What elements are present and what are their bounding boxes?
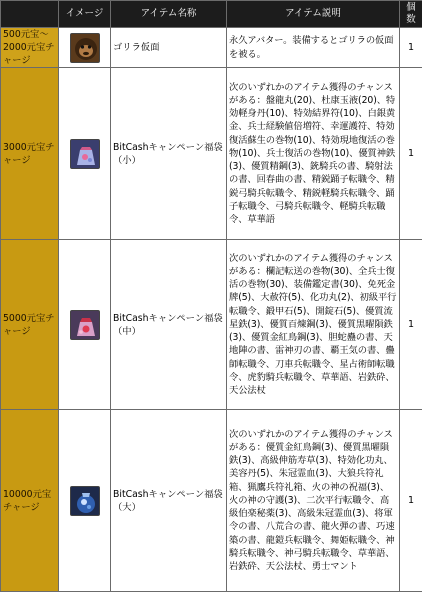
item-name: BitCashキャンペーン福袋（大）: [111, 410, 227, 592]
item-qty: 1: [400, 240, 422, 410]
tier-cell: 500元宝～2000元宝チャージ: [1, 28, 59, 68]
item-name: BitCashキャンペーン福袋（小）: [111, 68, 227, 240]
item-qty: 1: [400, 28, 422, 68]
item-desc: 次のいずれかのアイテム獲得のチャンスがある：欄記転送の巻物(30)、全兵士復活の巻物(30)、装備鑑定書(30)、免死金牌(5)、大赦符(5)、化功丸(2)、初級平行転職令、鍛甲石(5)、開錠石(5)、優質流星鉄(3)、優質百煉鋼(3)、優質黒曜隕鉄(3)、優質金紅鳥鋼(3)、胆蛇蠱の書、天地陣の書、雷神刃の書、覇王気の書、蠱師転職令、刀車兵転職令、星占術師転職令、虎豹騎兵転職令、草華語、岩鉄砕、天公法杖: [227, 240, 400, 410]
image-cell: [59, 68, 111, 240]
tier-cell: 5000元宝チャージ: [1, 240, 59, 410]
red-bag-icon: [70, 310, 100, 340]
table-row: [1, 410, 422, 592]
blue-bag-icon: [70, 139, 100, 169]
header-name: アイテム名称: [111, 1, 227, 28]
header-row: [1, 1, 422, 28]
tier-cell: 10000元宝チャージ: [1, 410, 59, 592]
tier-cell: 3000元宝チャージ: [1, 68, 59, 240]
header-tier: [1, 1, 59, 28]
gorilla-mask-icon: [70, 33, 100, 63]
image-cell: [59, 410, 111, 592]
image-cell: [59, 240, 111, 410]
header-image: イメージ: [59, 1, 111, 28]
table-row: [1, 68, 422, 240]
item-desc: 次のいずれかのアイテム獲得のチャンスがある：優質金紅鳥鋼(3)、優質黒曜隕鉄(3)、高級伸筋寿草(3)、特効化功丸、美容丹(5)、朱冠霊血(3)、大狼兵符礼箱、猟鷹兵符礼箱、火の神の祝福(3)、火の神の守護(3)、二次平行転職令、高級伯楽秘薬(3)、高級朱冠霊血(3)、将軍令の書、八荒合の書、龍火弾の書、巧速築の書、龍鎧兵転職令、舞姫転職令、神騎兵転職令、神弓騎兵転職令、草華語、岩鉄砕、天公法杖、勇士マント: [227, 410, 400, 592]
table-row: [1, 28, 422, 68]
item-qty: 1: [400, 68, 422, 240]
item-desc: 永久アバター。装備するとゴリラの仮面を被る。: [227, 28, 400, 68]
table-row: [1, 240, 422, 410]
item-name: ゴリラ仮面: [111, 28, 227, 68]
header-qty: 個数: [400, 1, 422, 28]
image-cell: [59, 28, 111, 68]
item-desc: 次のいずれかのアイテム獲得のチャンスがある：盤龍丸(20)、杜康玉液(20)、特効軽身丹(10)、特効結界符(10)、白銀黄金、兵士経験値倍増符、幸運護符、特効復活蘇生の巻物(10)、特効現地復活の巻物(10)、兵士復活の巻物(10)、優質神鉄(3)、優質精鋼(3)、銃騎兵の書、騎射法の書、回春曲の書、精鋭踊子転職令、精鋭弓騎兵転職令、精鋭軽騎兵転職令、踊子転職令、弓騎兵転職令、軽騎兵転職令、草華語: [227, 68, 400, 240]
item-name: BitCashキャンペーン福袋（中）: [111, 240, 227, 410]
header-desc: アイテム説明: [227, 1, 400, 28]
item-qty: 1: [400, 410, 422, 592]
dark-bag-icon: [70, 486, 100, 516]
